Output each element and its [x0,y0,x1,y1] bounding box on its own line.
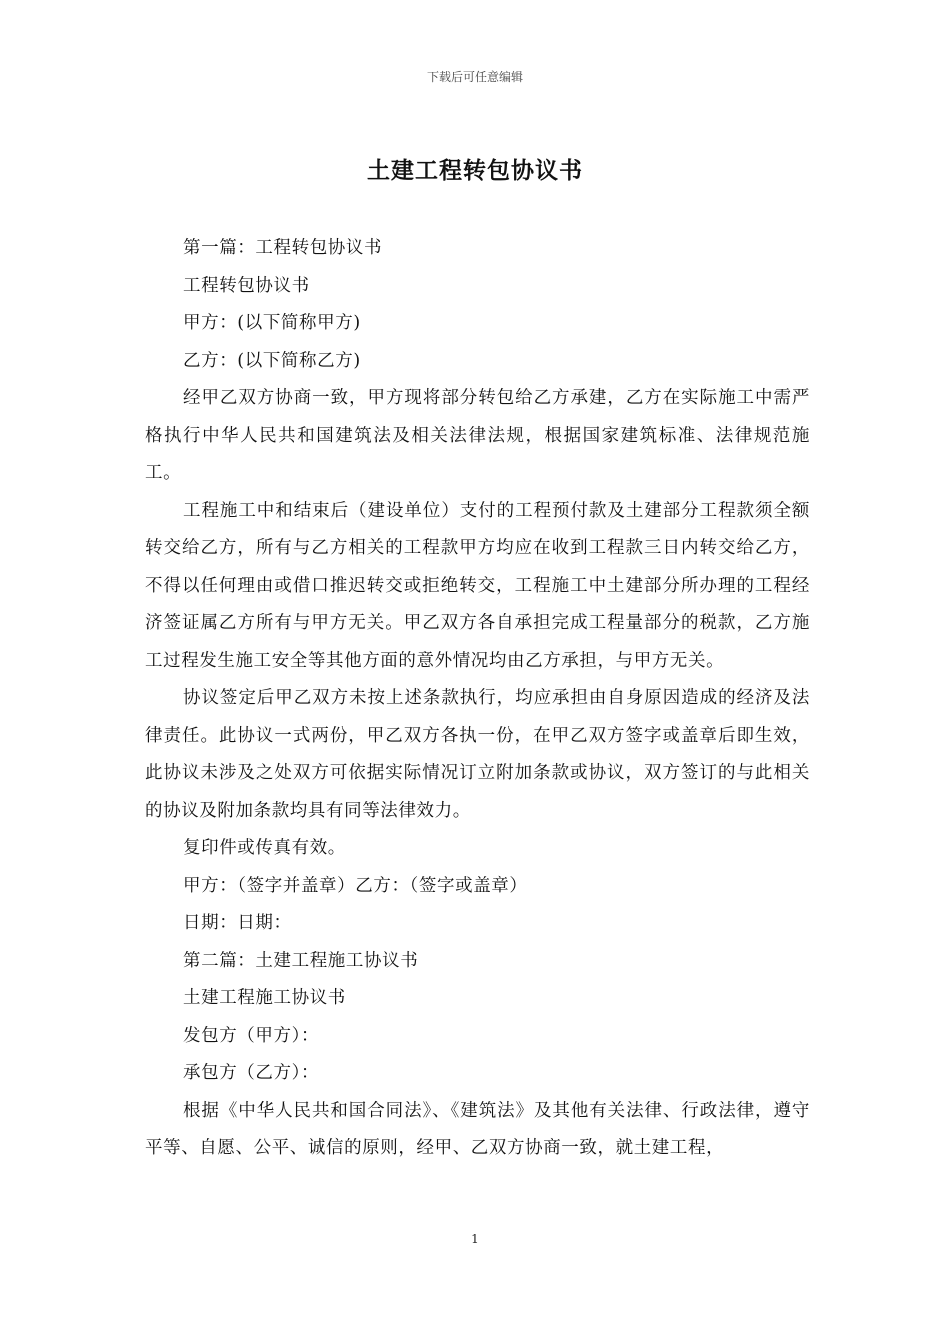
paragraph: 协议签定后甲乙双方未按上述条款执行，均应承担由自身原因造成的经济及法律责任。此协议一式两份，甲乙双方各执一份，在甲乙双方签字或盖章后即生效，此协议未涉及之处双方可依据实际情况订立附加条款或协议，双方签订的与此相关的协议及附加条款均具有同等法律效力。 [145,688,810,821]
document-body [145,230,810,1168]
sub-heading-2: 土建工程施工协议书 [183,988,346,1008]
signature-line: 甲方：（签字并盖章）乙方：（签字或盖章） [183,875,528,896]
employer-line: 发包方（甲方）： [183,1025,320,1046]
paragraph: 复印件或传真有效。 [183,838,346,858]
page-number: 1 [471,1232,479,1246]
party-a-line: 甲方：(以下简称甲方) [183,313,361,333]
sub-heading-1: 工程转包协议书 [183,275,310,296]
contractor-line: 承包方（乙方）： [183,1063,320,1083]
section-heading-1: 第一篇：工程转包协议书 [183,238,383,258]
paragraph: 工程施工中和结束后（建设单位）支付的工程预付款及土建部分工程款须全额转交给乙方，所有与乙方相关的工程款甲方均应在收到工程款三日内转交给乙方，不得以任何理由或借口推迟转交或拒绝转交，工程施工中土建部分所办理的工程经济签证属乙方所有与甲方无关。甲乙双方各自承担完成工程量部分的税款，乙方施工过程发生施工安全等其他方面的意外情况均由乙方承担，与甲方无关。 [145,500,810,671]
paragraph: 经甲乙双方协商一致，甲方现将部分转包给乙方承建，乙方在实际施工中需严格执行中华人民共和国建筑法及相关法律法规，根据国家建筑标准、法律规范施工。 [145,388,810,483]
header-note: 下载后可任意编辑 [426,70,523,84]
date-line: 日期：日期： [183,913,292,933]
document-title: 土建工程转包协议书 [367,157,583,184]
section-heading-2: 第二篇：土建工程施工协议书 [183,950,419,971]
paragraph: 根据《中华人民共和国合同法》、《建筑法》及其他有关法律、行政法律，遵守平等、自愿、公平、诚信的原则，经甲、乙双方协商一致，就土建工程， [145,1100,810,1158]
party-b-line: 乙方：(以下简称乙方) [183,350,361,371]
